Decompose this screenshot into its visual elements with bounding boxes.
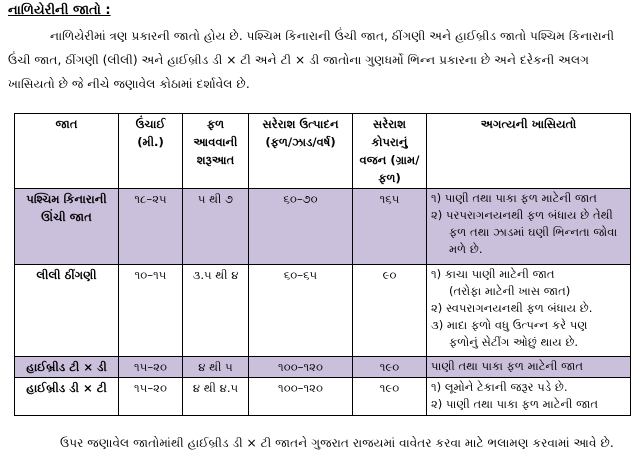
row-copra-weight: ૧૯૦ [353,378,427,416]
characteristic-line: ૩) માદા ફળો વધુ ઉત્પન્ન કરે પણ [431,318,588,332]
row-variety: હાઈબ્રીડ ડી × ટી [15,378,119,416]
row-fruiting-start: ૫ થી ૭ [183,189,249,265]
row-variety: હાઈબ્રીડ ટી × ડી [15,357,119,378]
row-fruiting-start: ૩.૫ થી ૪ [183,265,249,357]
row-avg-yield: ૧૦૦–૧૨૦ [249,378,353,416]
characteristic-line: ૨) સ્વપરાગનયનથી ફળ બંધાય છે. [431,301,593,315]
row-avg-yield: ૬૦–૬૫ [249,265,353,357]
row-fruiting-start: ૪ થી ૪.૫ [183,378,249,416]
header-fruiting-start: ફળ આવવાની શરૂઆત [183,114,249,189]
table-row [15,189,631,265]
row-copra-weight: ૧૯૦ [353,357,427,378]
characteristic-line: મળે છે. [449,242,483,256]
row-characteristics [427,378,631,416]
coconut-varieties-table [14,113,631,416]
characteristic-line: ૧) પાણી તથા પાકા ફળ માટેની જાત [431,191,597,205]
table-header-row [15,114,631,189]
characteristic-line: ૧) કાચા પાણી માટેની જાત [431,267,555,281]
characteristic-line: ફળ તથા ઝાડમાં ઘણી ભિન્નતા જોવા [449,225,618,239]
row-avg-yield: ૬૦–૭૦ [249,189,353,265]
characteristic-line: ૨) પરપરાગનયનથી ફળ બંધાય છે તેથી [431,208,613,222]
row-height: ૧૫–૨૦ [119,378,183,416]
row-height: ૧૦–૧૫ [119,265,183,357]
table-row [15,378,631,416]
characteristic-line: ફળોનું સેટીંગ ઓછું થાય છે. [449,335,579,349]
intro-paragraph: નાળિયેરીમાં ત્રણ પ્રકારની જાતો હોય છે. પશ્ચિમ કિનારાની ઉંચી જાત, ઠીંગણી અને હાઈબ્રીડ જાતો પશ્ચિમ કિનારાની ઉંચી જાત, ઠીંગણી (લીલી) અને હાઈબ્રીડ ડી × ટી અને ટી × ડી જાતોના ગુણધર્મો ભિન્ન પ્રકારના છે અને દરેકની અલગ ખાસિયતો છે જે નીચે જણાવેલ કોઠામાં દર્શાવેલ છે. [8,29,615,91]
row-fruiting-start: ૪ થી ૫ [183,357,249,378]
header-copra-weight: સરેરાશ કોપરાનું વજન (ગ્રામ/ફળ) [353,114,427,189]
header-characteristics: અગત્યની ખાસિયતો [427,114,631,189]
footer-recommendation: ઉપર જણાવેલ જાતોમાંથી હાઈબ્રીડ ડી × ટી જાતને ગુજરાત રાજયમાં વાવેતર કરવા માટે ભલામણ કરવામાં આવે છે. [60,436,614,450]
table-row [15,265,631,357]
header-variety: જાત [15,114,119,189]
header-height: ઉંચાઈ (મી.) [119,114,183,189]
characteristic-line: (તરોફા માટેની ખાસ જાત) [449,284,571,298]
row-characteristics [427,265,631,357]
section-heading: નાળિયેરીની જાતો : [8,3,111,18]
characteristic-line: ૧) લૂમોને ટેકાની જરૂર પડે છે. [431,380,568,394]
characteristic-line: પાણી તથા પાકા ફળ માટેની જાત [431,359,584,373]
row-characteristics [427,357,631,378]
table-row [15,357,631,378]
row-copra-weight: ૧૬૫ [353,189,427,265]
row-copra-weight: ૯૦ [353,265,427,357]
row-characteristics [427,189,631,265]
row-avg-yield: ૧૦૦–૧૨૦ [249,357,353,378]
row-height: ૧૫–૨૦ [119,357,183,378]
row-variety: લીલી ઠીંગણી [15,265,119,357]
row-variety: પશ્ચિમ કિનારાની ઊંચી જાત [15,189,119,265]
characteristic-line: ૨) પાણી તથા પાકા ફળ માટેની જાત [431,397,599,411]
row-height: ૧૮–૨૫ [119,189,183,265]
header-avg-yield: સરેરાશ ઉત્પાદન (ફળ/ઝાડ/વર્ષ) [249,114,353,189]
